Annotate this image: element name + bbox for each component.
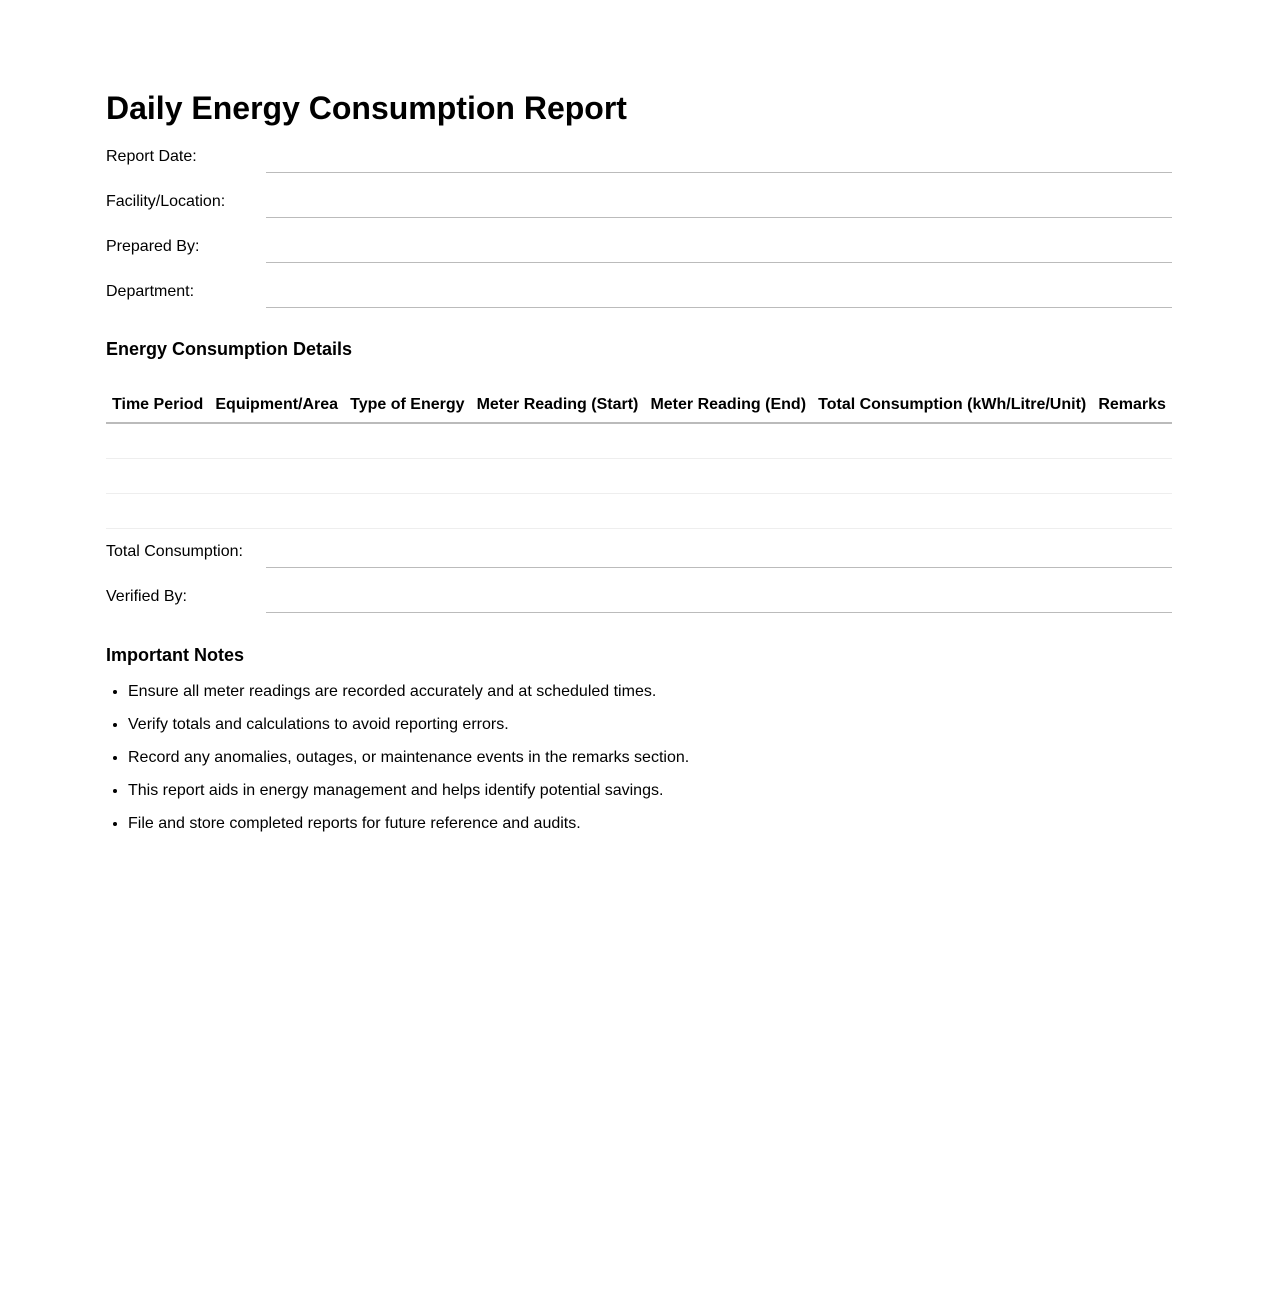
page-title: Daily Energy Consumption Report [106,90,627,126]
notes-heading: Important Notes [106,645,245,665]
table-cell[interactable] [106,459,209,494]
table-cell[interactable] [209,459,344,494]
summary-fields [106,529,1172,613]
department-label: Department: [106,283,195,300]
table-cell[interactable] [344,494,470,529]
verified-by-row [106,568,1172,613]
header-fields [106,134,1172,308]
table-cell[interactable] [812,459,1092,494]
table-cell[interactable] [1092,494,1172,529]
table-row [106,459,1172,494]
column-header-meter-end: Meter Reading (End) [644,386,812,423]
list-item: • This report aids in energy management and helps identify potential savings. [128,781,1172,801]
table-cell[interactable] [644,423,812,459]
table-cell[interactable] [1092,423,1172,459]
table-cell[interactable] [209,423,344,459]
report-date-row [106,134,1172,173]
column-header-equipment-area: Equipment/Area [209,386,344,423]
column-header-type-of-energy: Type of Energy [344,386,470,423]
prepared-by-row [106,218,1172,263]
table-cell[interactable] [209,494,344,529]
table-cell[interactable] [106,423,209,459]
total-consumption-label: Total Consumption: [106,543,243,560]
total-consumption-field[interactable] [266,547,1172,568]
prepared-by-label: Prepared By: [106,238,200,255]
table-cell[interactable] [471,423,645,459]
table-cell[interactable] [644,459,812,494]
list-item: • File and store completed reports for future reference and audits. [128,814,1172,834]
table-cell[interactable] [344,423,470,459]
details-heading: Energy Consumption Details [106,339,353,359]
list-item: • Ensure all meter readings are recorded accurately and at scheduled times. [128,682,1172,702]
prepared-by-field[interactable] [266,242,1172,263]
table-cell[interactable] [344,459,470,494]
table-cell[interactable] [106,494,209,529]
table-cell[interactable] [471,459,645,494]
list-item: • Record any anomalies, outages, or maintenance events in the remarks section. [128,748,1172,768]
table-row [106,423,1172,459]
notes-list [106,682,1172,834]
table-cell[interactable] [471,494,645,529]
verified-by-label: Verified By: [106,588,187,605]
table-cell[interactable] [644,494,812,529]
column-header-meter-start: Meter Reading (Start) [471,386,645,423]
column-header-time-period: Time Period [106,386,209,423]
column-header-total-consumption: Total Consumption (kWh/Litre/Unit) [812,386,1092,423]
verified-by-field[interactable] [266,592,1172,613]
table-header-row [106,386,1172,423]
table-cell[interactable] [1092,459,1172,494]
report-date-label: Report Date: [106,148,197,165]
facility-field[interactable] [266,197,1172,218]
facility-row [106,173,1172,218]
column-header-remarks: Remarks [1092,386,1172,423]
table-cell[interactable] [812,494,1092,529]
department-row [106,263,1172,308]
table-cell[interactable] [812,423,1092,459]
report-date-field[interactable] [266,152,1172,173]
consumption-table [106,386,1172,529]
total-consumption-row [106,529,1172,568]
list-item: • Verify totals and calculations to avoid reporting errors. [128,715,1172,735]
report-page [106,0,1172,834]
facility-label: Facility/Location: [106,193,226,210]
table-row [106,494,1172,529]
department-field[interactable] [266,287,1172,308]
